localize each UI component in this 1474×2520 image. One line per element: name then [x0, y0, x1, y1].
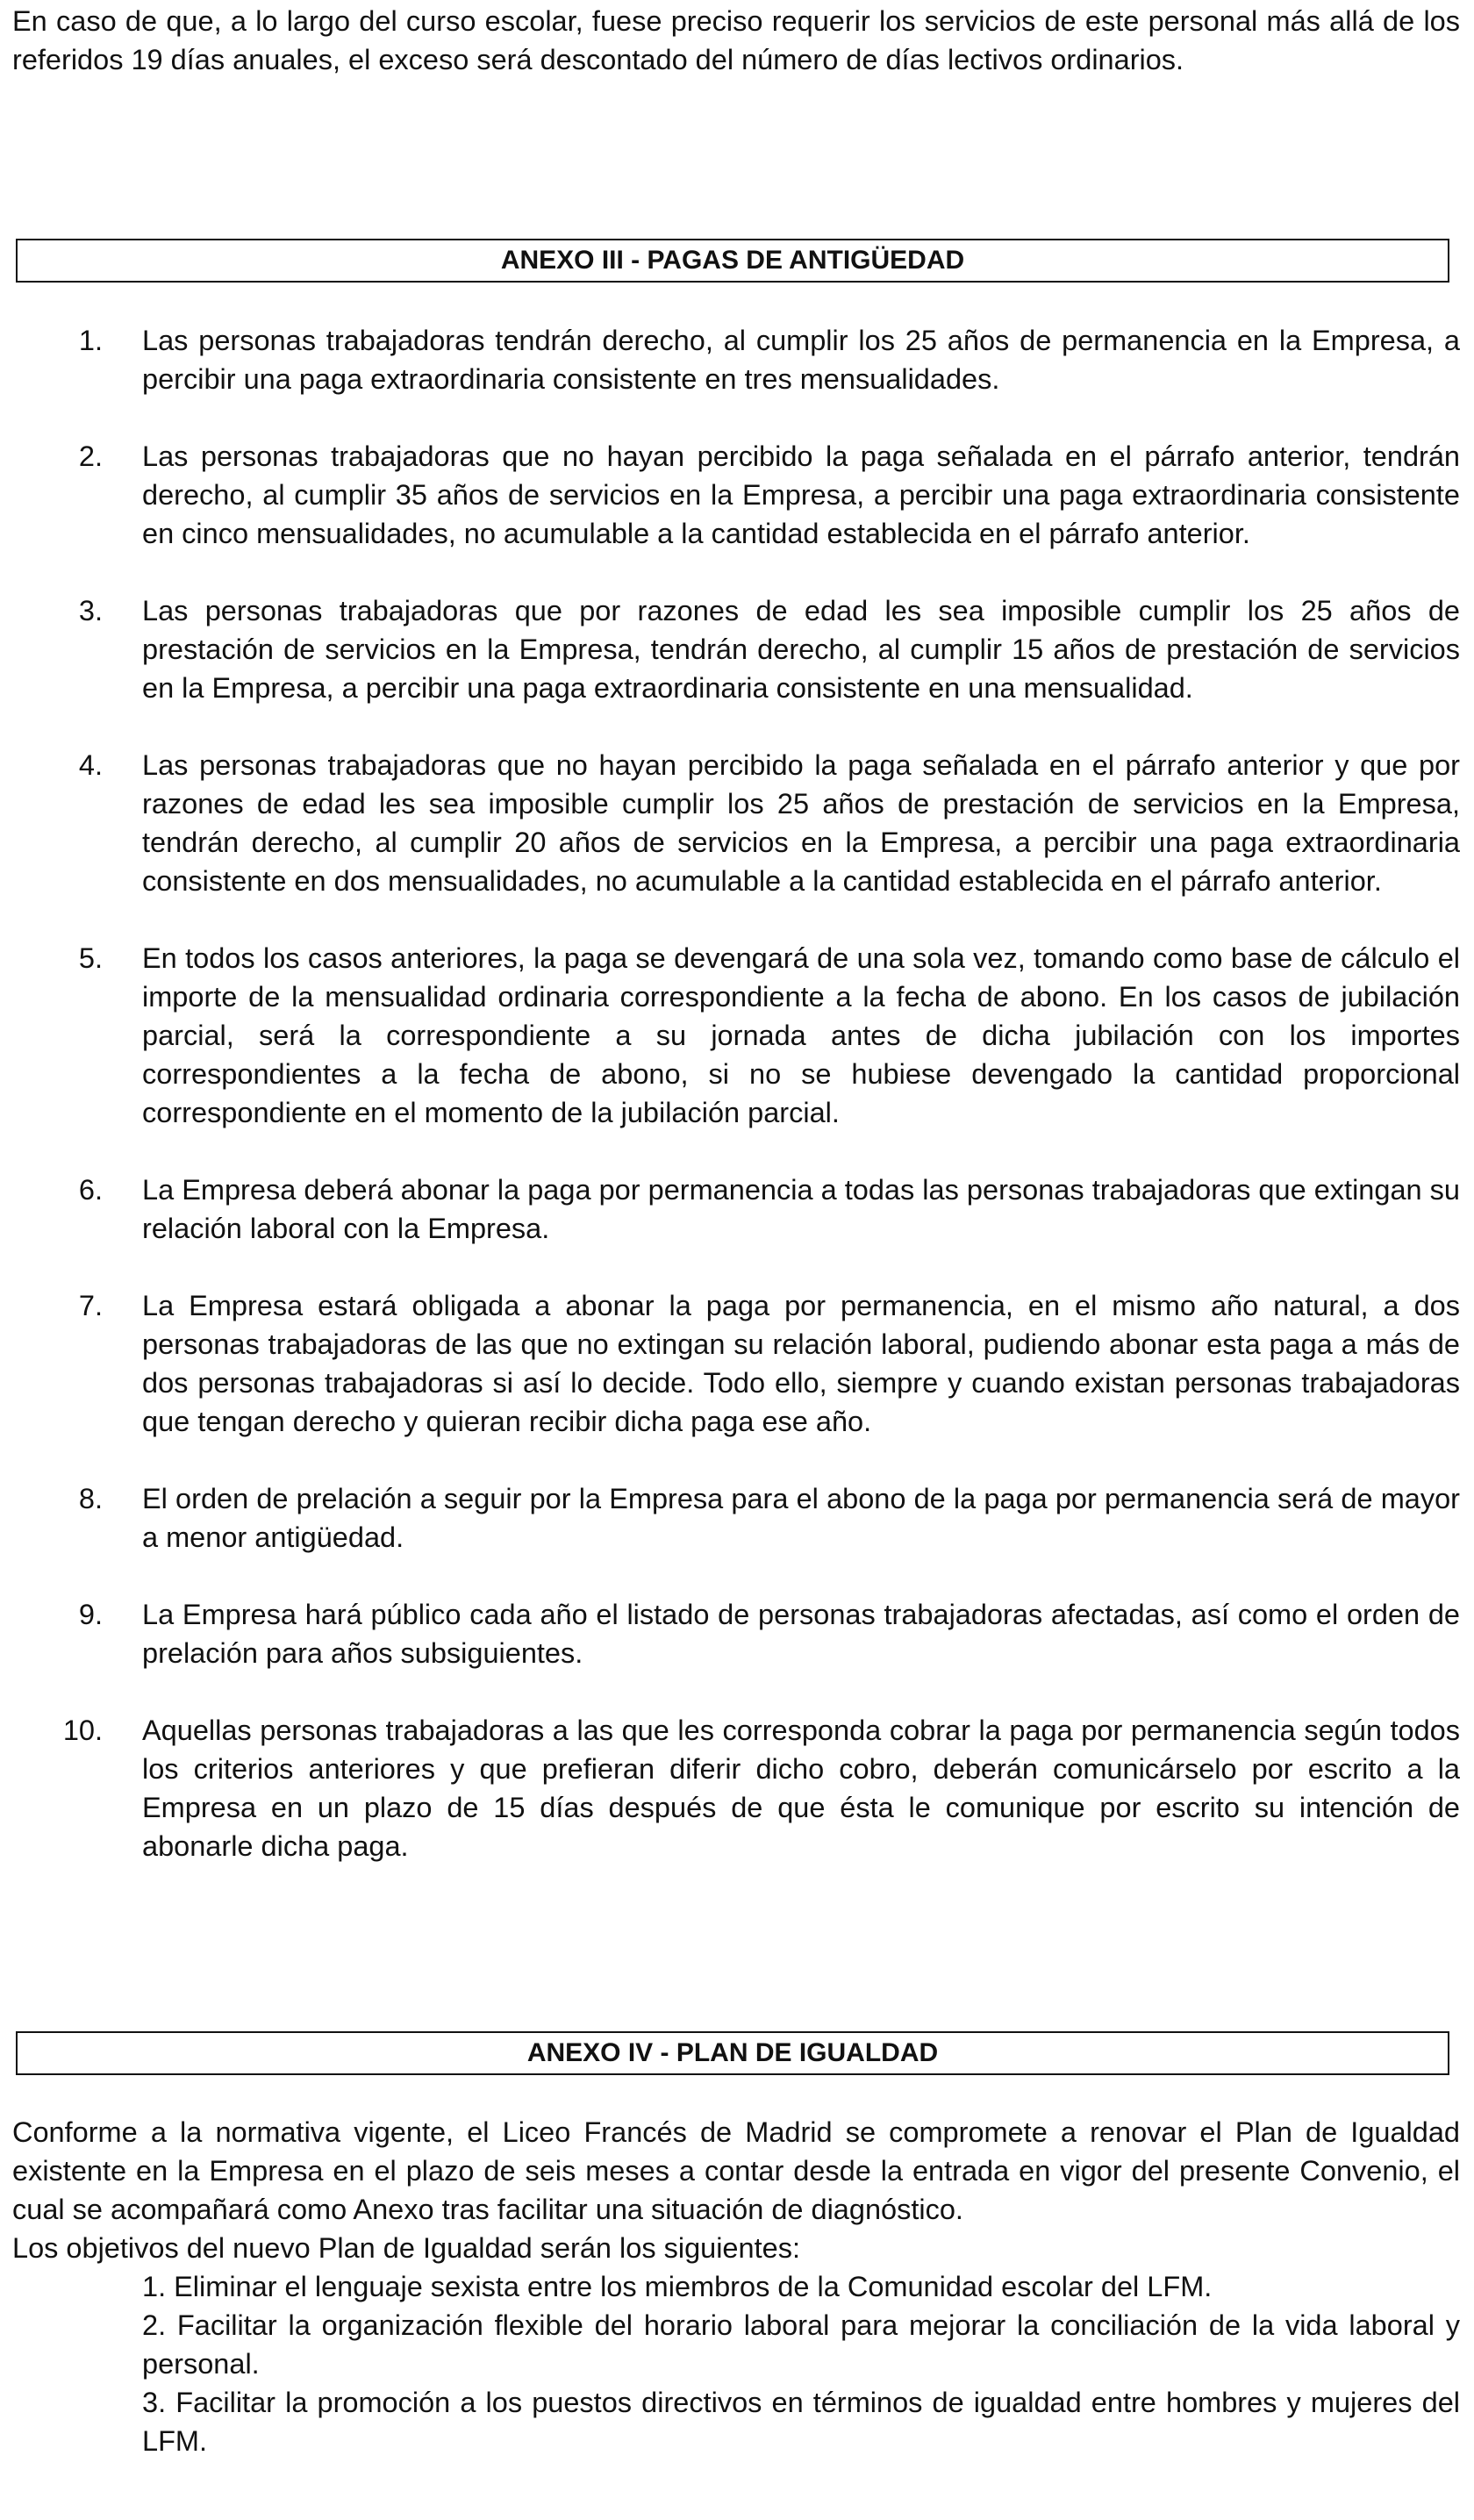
annex-iii-list	[12, 321, 1460, 1904]
list-item-text: En todos los casos anteriores, la paga se devengará de una sola vez, tomando como base de cálculo el importe de la mensualidad ordinaria correspondiente a la fecha de abono. En los casos de jubilación parcial, será la correspondiente a su jornada antes de dicha jubilación con los importes correspondientes a la fecha de abono, si no se hubiese devengado la cantidad proporcional correspondiente en el momento de la jubilación parcial.	[142, 942, 1460, 1128]
objective-item: 3. Facilitar la promoción a los puestos directivos en términos de igualdad entre hombres y mujeres del LFM.	[142, 2387, 1460, 2457]
list-item-number: 2.	[78, 440, 103, 472]
list-item-number: 1.	[78, 325, 103, 356]
list-item-text: La Empresa estará obligada a abonar la paga por permanencia, en el mismo año natural, a dos personas trabajadoras de las que no extingan su relación laboral, pudiendo abonar esta paga a más de dos personas trabajadoras si así lo decide. Todo ello, siempre y cuando existan personas trabajadoras que tengan derecho y quieran recibir dicha paga ese año.	[142, 1290, 1460, 1437]
list-item-text: La Empresa hará público cada año el listado de personas trabajadoras afectadas, así como el orden de prelación para años subsiguientes.	[142, 1599, 1460, 1669]
annex-iv-body	[12, 2113, 1460, 2460]
list-item-number: 8.	[78, 1483, 103, 1514]
objectives-intro: Los objetivos del nuevo Plan de Igualdad serán los siguientes:	[12, 2232, 800, 2264]
annex-iii-title: ANEXO III - PAGAS DE ANTIGÜEDAD	[16, 239, 1449, 283]
list-item	[12, 1711, 1460, 1865]
list-item-number: 3.	[78, 595, 103, 626]
annex-iv-title: ANEXO IV - PLAN DE IGUALDAD	[16, 2031, 1449, 2075]
list-item	[12, 1171, 1460, 1248]
list-item-text: Las personas trabajadoras que no hayan percibido la paga señalada en el párrafo anterior, tendrán derecho, al cumplir 35 años de servicios en la Empresa, a percibir una paga extraordinaria consistente en cinco mensualidades, no acumulable a la cantidad establecida en el párrafo anterior.	[142, 440, 1460, 549]
list-item-number: 4.	[78, 749, 103, 781]
list-item-text: Aquellas personas trabajadoras a las que les corresponda cobrar la paga por permanencia según todos los criterios anteriores y que prefieran diferir dicho cobro, deberán comunicárselo por escrito a la Empresa en un plazo de 15 días después de que ésta le comunique por escrito su intención de abonarle dicha paga.	[142, 1715, 1460, 1862]
list-item-number: 9.	[78, 1599, 103, 1630]
objectives-list	[12, 2267, 1460, 2460]
list-item-number: 7.	[78, 1290, 103, 1321]
list-item-text: Las personas trabajadoras tendrán derecho, al cumplir los 25 años de permanencia en la Empresa, a percibir una paga extraordinaria consistente en tres mensualidades.	[142, 325, 1460, 395]
list-item-text: Las personas trabajadoras que no hayan percibido la paga señalada en el párrafo anterior y que por razones de edad les sea imposible cumplir los 25 años de prestación de servicios en la Empresa, tendrán derecho, al cumplir 20 años de servicios en la Empresa, a percibir una paga extraordinaria consistente en dos mensualidades, no acumulable a la cantidad establecida en el párrafo anterior.	[142, 749, 1460, 897]
list-item-text: La Empresa deberá abonar la paga por permanencia a todas las personas trabajadoras que extingan su relación laboral con la Empresa.	[142, 1174, 1460, 1244]
list-item-number: 6.	[78, 1174, 103, 1206]
list-item	[12, 321, 1460, 398]
list-item	[12, 1286, 1460, 1441]
list-item	[12, 437, 1460, 553]
plan-paragraph: Conforme a la normativa vigente, el Liceo Francés de Madrid se compromete a renovar el Plan de Igualdad existente en la Empresa en el plazo de seis meses a contar desde la entrada en vigor del presente Convenio, el cual se acompañará como Anexo tras facilitar una situación de diagnóstico.	[12, 2116, 1460, 2225]
objective-item: 1. Eliminar el lenguaje sexista entre los miembros de la Comunidad escolar del LFM.	[142, 2271, 1213, 2302]
list-item	[12, 939, 1460, 1132]
list-item	[12, 1479, 1460, 1557]
objective-item: 2. Facilitar la organización flexible del horario laboral para mejorar la conciliación de la vida laboral y personal.	[142, 2309, 1460, 2380]
list-item	[12, 1595, 1460, 1672]
list-item	[12, 746, 1460, 900]
list-item-number: 10.	[62, 1715, 103, 1746]
list-item-text: Las personas trabajadoras que por razones de edad les sea imposible cumplir los 25 años de prestación de servicios en la Empresa, tendrán derecho, al cumplir 15 años de prestación de servicios en la Empresa, a percibir una paga extraordinaria consistente en una mensualidad.	[142, 595, 1460, 704]
list-item-number: 5.	[78, 942, 103, 974]
intro-paragraph: En caso de que, a lo largo del curso escolar, fuese preciso requerir los servicios de este personal más allá de los referidos 19 días anuales, el exceso será descontado del número de días lectivos ordinarios.	[12, 5, 1460, 75]
list-item-text: El orden de prelación a seguir por la Empresa para el abono de la paga por permanencia será de mayor a menor antigüedad.	[142, 1483, 1460, 1553]
list-item	[12, 591, 1460, 707]
